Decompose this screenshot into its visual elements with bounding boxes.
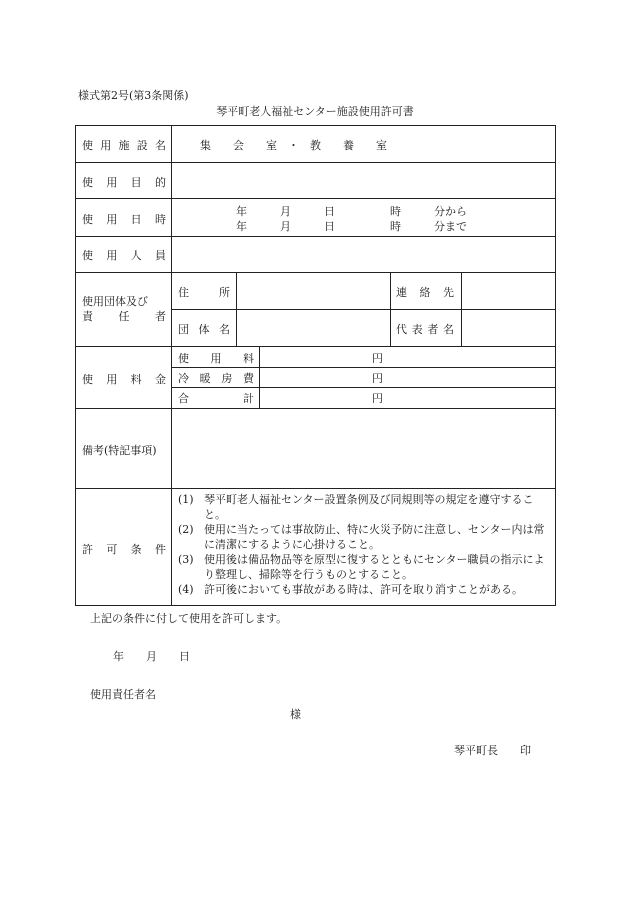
remarks-label: 備考(特記事項) [82, 444, 157, 457]
honorific-sama: 様 [290, 708, 301, 721]
organization-label-line2: 責 任 者 [82, 310, 166, 323]
representative-label: 代 表 者 名 [396, 323, 454, 336]
condition-item: (1) 琴平町老人福祉センター設置条例及び同規則等の規定を遵守すること。 [178, 493, 534, 521]
aircon-fee-unit: 円 [372, 372, 383, 385]
people-label: 使 用 人 員 [82, 249, 166, 262]
column-divider [461, 272, 462, 346]
responsible-person-label: 使用責任者名 [90, 688, 156, 701]
contact-label: 連 絡 先 [396, 286, 454, 299]
row-divider [172, 367, 556, 368]
facility-value: 集 会 室 ・ 教 養 室 [200, 139, 387, 152]
condition-item: (3) 使用後は備品物品等を原型に復するとともにセンター職員の指示により整理し、掃除等を行うものとすること。 [178, 553, 545, 581]
row-divider [76, 408, 556, 409]
row-divider [76, 346, 556, 347]
fee-label: 使 用 料 金 [82, 373, 166, 386]
organization-label-line1: 使用団体及び [82, 295, 148, 308]
row-divider [76, 162, 556, 163]
issue-date: 年 月 日 [113, 650, 190, 663]
conditions-label: 許 可 条 件 [82, 543, 166, 556]
purpose-label: 使 用 目 的 [82, 176, 166, 189]
row-divider [172, 387, 556, 388]
column-divider [259, 346, 260, 408]
address-label: 住 所 [178, 286, 230, 299]
issuer-signature: 琴平町長 印 [454, 744, 531, 757]
row-divider [172, 309, 556, 310]
column-divider [236, 272, 237, 346]
row-divider [76, 272, 556, 273]
datetime-to[interactable]: 年 月 日 時 分まで [236, 220, 467, 233]
condition-item: (4) 許可後においても事故がある時は、許可を取り消すことがある。 [178, 583, 523, 596]
facility-label: 使 用 施 設 名 [82, 139, 166, 152]
row-divider [76, 236, 556, 237]
aircon-fee-label: 冷 暖 房 費 [178, 372, 254, 385]
row-divider [76, 198, 556, 199]
condition-item: (2) 使用に当たっては事故防止、特に火災予防に注意し、センター内は常に清潔にするように心掛けること。 [178, 523, 545, 551]
column-divider [171, 126, 172, 605]
group-name-label: 団 体 名 [178, 323, 230, 336]
column-divider [390, 272, 391, 346]
total-fee-label: 合 計 [178, 392, 254, 405]
conditions-list [178, 492, 550, 597]
permission-statement: 上記の条件に付して使用を許可します。 [90, 612, 288, 625]
document-title: 琴平町老人福祉センター施設使用許可書 [216, 105, 414, 118]
datetime-from[interactable]: 年 月 日 時 分から [236, 205, 467, 218]
datetime-label: 使 用 日 時 [82, 213, 166, 226]
row-divider [76, 488, 556, 489]
form-number: 様式第2号(第3条関係) [78, 89, 189, 102]
usage-fee-unit: 円 [372, 352, 383, 365]
usage-fee-label: 使 用 料 [178, 352, 254, 365]
total-fee-unit: 円 [372, 392, 383, 405]
